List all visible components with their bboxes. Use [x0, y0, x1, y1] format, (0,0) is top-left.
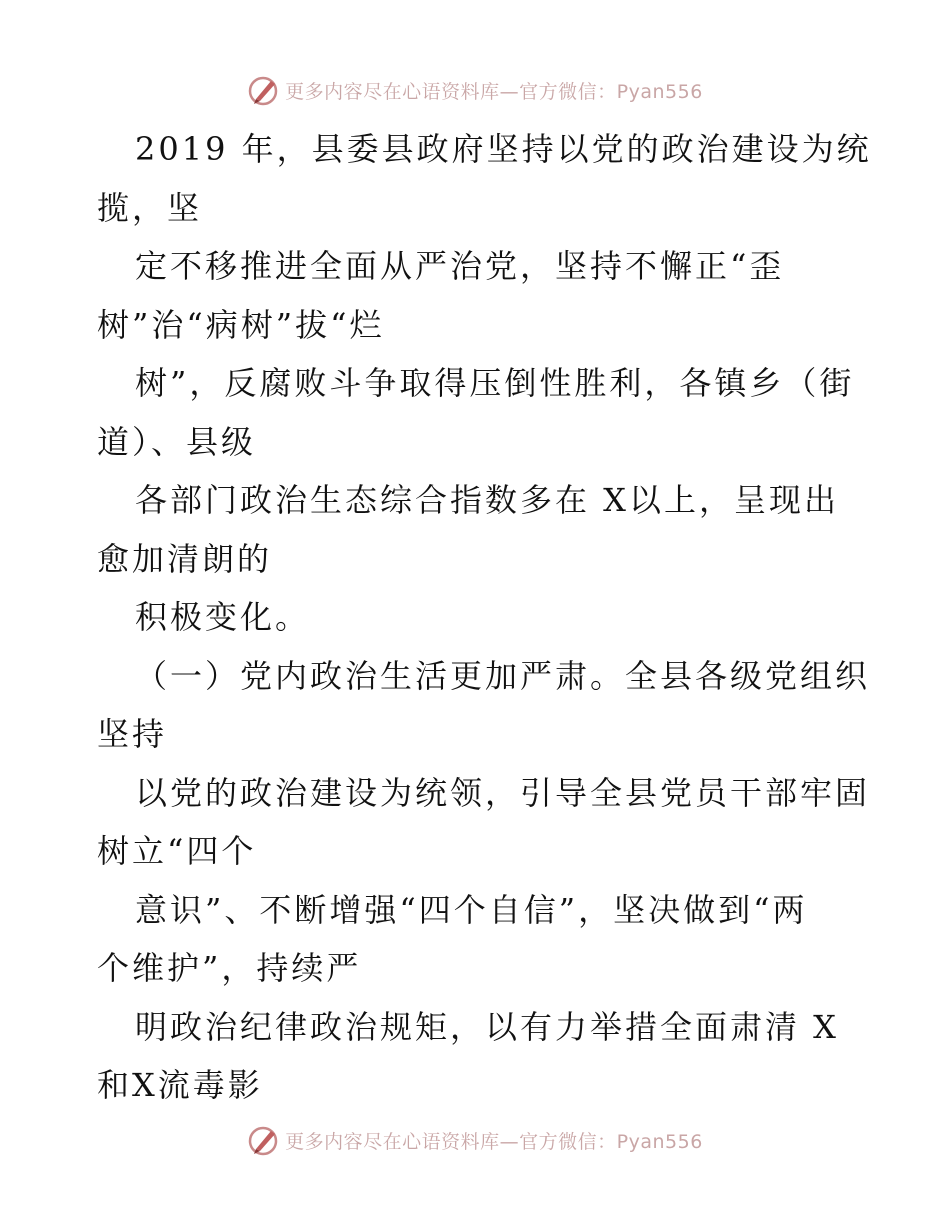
section-heading-line: （一）党内政治生活更加严肃。全县各级党组织	[135, 656, 871, 695]
text-line: 各部门政治生态综合指数多在 X以上，呈现出	[135, 481, 839, 519]
text-line: 定不移推进全面从严治党，坚持不懈正“歪	[135, 247, 785, 285]
text-line: 道）、县级	[97, 422, 257, 461]
text-line: 树立“四个	[97, 832, 257, 870]
pen-logo-icon	[247, 1123, 281, 1157]
text-line: 以党的政治建设为统领，引导全县党员干部牢固	[135, 773, 871, 812]
text-line: 明政治纪律政治规矩，以有力举措全面肃清 X	[135, 1007, 839, 1046]
text-line: 愈加清朗的	[97, 539, 273, 578]
header-watermark	[247, 73, 703, 107]
text-line: 揽，坚	[97, 188, 203, 227]
text-line: 积极变化。	[135, 598, 311, 636]
footer-watermark-banner	[0, 1120, 950, 1160]
watermark-text: 更多内容尽在心语资料库—官方微信：Pyan556	[285, 1130, 703, 1153]
text-line: 坚持	[97, 715, 168, 753]
document-body	[97, 120, 872, 1115]
text-line: 2019 年，县委县政府坚持以党的政治建设为统	[135, 130, 872, 168]
footer-watermark	[247, 1123, 703, 1157]
text-line: 意识”、不断增强“四个自信”，坚决做到“两	[135, 890, 808, 929]
watermark-text: 更多内容尽在心语资料库—官方微信：Pyan556	[285, 80, 703, 103]
text-line: 树”治“病树”拔“烂	[97, 305, 385, 344]
pen-logo-icon	[247, 73, 281, 107]
text-line: 树”，反腐败斗争取得压倒性胜利，各镇乡（街	[135, 364, 855, 402]
text-line: 个维护”，持续严	[97, 949, 362, 987]
text-line: 和X流毒影	[97, 1066, 263, 1104]
header-watermark-banner	[0, 70, 950, 110]
